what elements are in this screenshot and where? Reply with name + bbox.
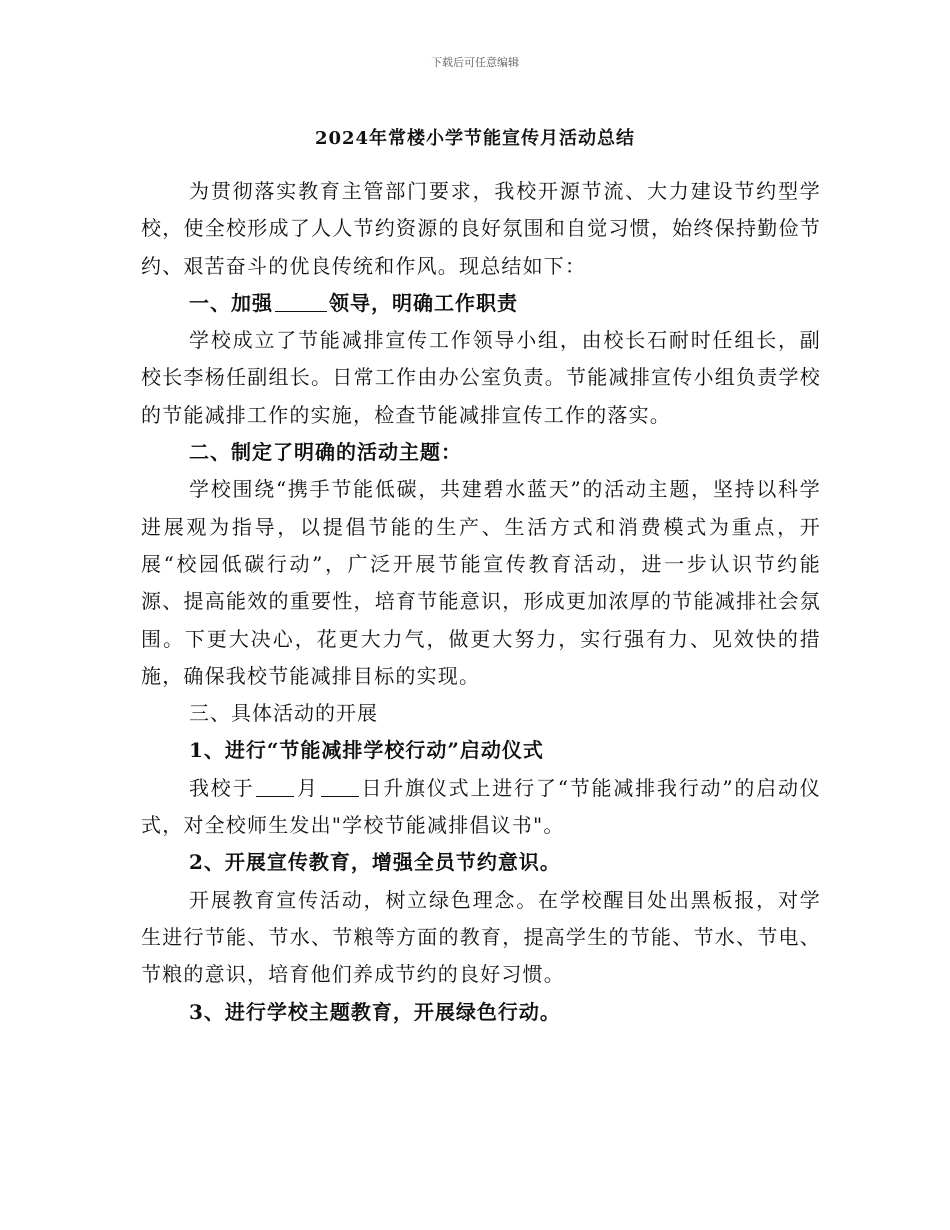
header-note: 下载后可任意编辑 xyxy=(431,56,519,69)
document-title: 2024年常楼小学节能宣传月活动总结 xyxy=(314,128,636,149)
subsection1-heading: 1、进行“节能减排学校行动”启动仪式 xyxy=(189,738,544,763)
subsection2-heading: 2、开展宣传教育，增强全员节约意识。 xyxy=(189,850,561,875)
subsection1-text-2: 月 xyxy=(296,775,319,800)
subsection1-paragraph xyxy=(141,770,821,845)
subsection1-text-1: 我校于 xyxy=(189,775,255,800)
section1-paragraph: 学校成立了节能减排宣传工作领导小组，由校长石耐时任组长，副校长李杨任副组长。日常工作由办公室负责。节能减排宣传小组负责学校的节能减排工作的实施，检查节能减排宣传工作的落实。 xyxy=(141,328,821,427)
section1-heading xyxy=(141,285,821,322)
fill-blank xyxy=(275,291,327,312)
subsection1-text-3: 日升旗仪式上进行了“节能减排我行动”的启动仪式，对全校师生发出"学校节能减排倡议书"。 xyxy=(141,775,821,838)
section2-heading: 二、制定了明确的活动主题： xyxy=(189,440,462,465)
section1-heading-after: 领导，明确工作职责 xyxy=(329,290,518,315)
month-blank xyxy=(256,776,294,797)
section3-heading: 三、具体活动的开展 xyxy=(189,701,378,726)
section2-paragraph: 学校围绕“携手节能低碳，共建碧水蓝天”的活动主题，坚持以科学进展观为指导，以提倡节能的生产、生活方式和消费模式为重点，开展“校园低碳行动”，广泛开展节能宣传教育活动，进一步认识节约能源、提高能效的重要性，培育节能意识，形成更加浓厚的节能减排社会氛围。下更大决心，花更大力气，做更大努力，实行强有力、见效快的措施，确保我校节能减排目标的实现。 xyxy=(141,477,821,688)
intro-paragraph: 为贯彻落实教育主管部门要求，我校开源节流、大力建设节约型学校，使全校形成了人人节约资源的良好氛围和自觉习惯，始终保持勤俭节约、艰苦奋斗的优良传统和作风。现总结如下： xyxy=(141,179,821,278)
subsection3-heading: 3、进行学校主题教育，开展绿色行动。 xyxy=(189,999,561,1024)
day-blank xyxy=(321,776,359,797)
document-body xyxy=(141,173,821,1031)
section1-heading-before: 一、加强 xyxy=(189,290,273,315)
subsection2-paragraph: 开展教育宣传活动，树立绿色理念。在学校醒目处出黑板报，对学生进行节能、节水、节粮等方面的教育，提高学生的节能、节水、节电、节粮的意识，培育他们养成节约的良好习惯。 xyxy=(141,887,821,987)
